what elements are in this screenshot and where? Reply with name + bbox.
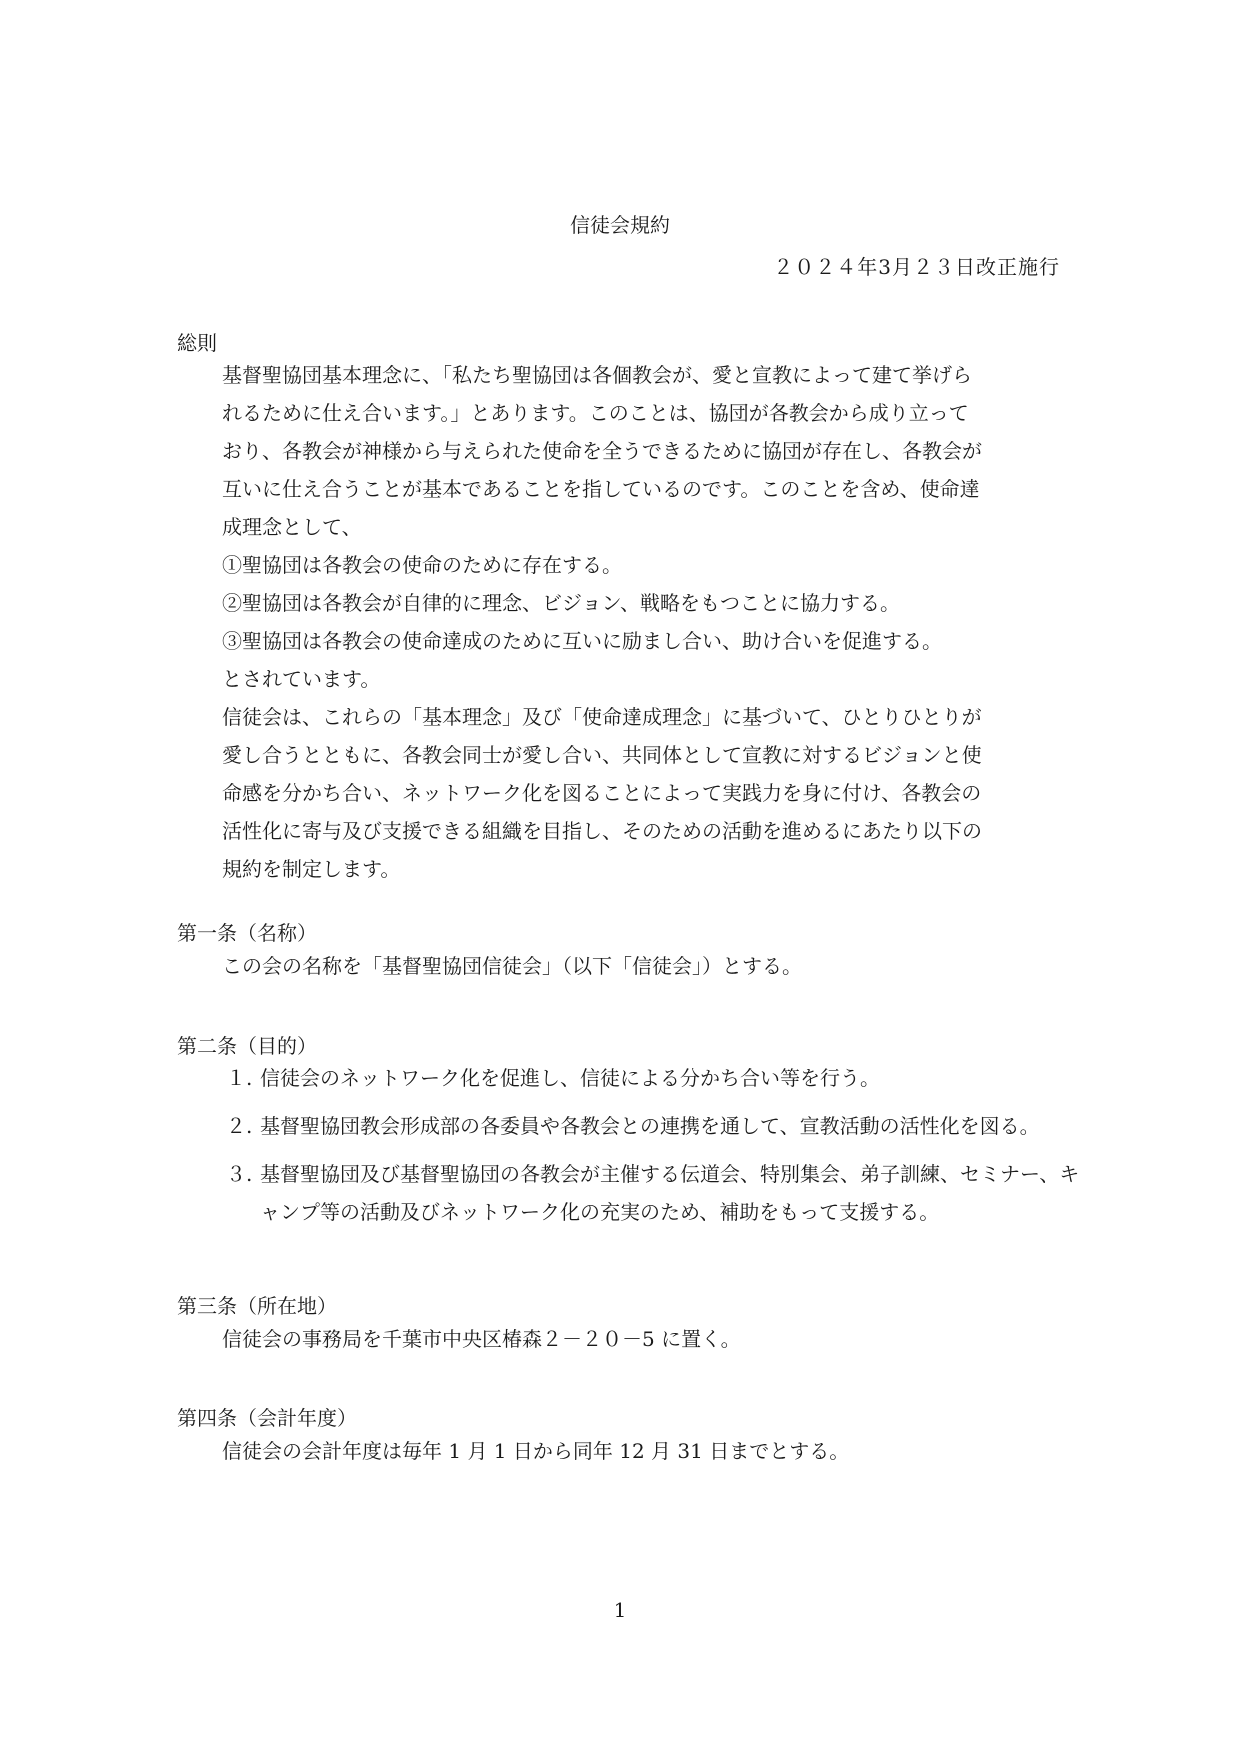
general-line: 命感を分かち合い、ネットワーク化を図ることによって実践力を身に付け、各教会の xyxy=(222,781,982,805)
article2-heading: 第二条（目的） xyxy=(177,1034,317,1058)
general-line: れるために仕え合います。」とあります。このことは、協団が各教会から成り立って xyxy=(222,401,969,425)
general-line: 愛し合うとともに、各教会同士が愛し合い、共同体として宣教に対するビジョンと使 xyxy=(222,743,982,767)
item-number: ３. xyxy=(226,1162,253,1186)
general-line: 活性化に寄与及び支援できる組織を目指し、そのための活動を進めるにあたり以下の xyxy=(222,819,982,843)
general-line: ③聖協団は各教会の使命達成のために互いに励まし合い、助け合いを促進する。 xyxy=(222,629,942,653)
article3-heading: 第三条（所在地） xyxy=(177,1294,337,1318)
general-body xyxy=(222,356,1062,888)
revision-date: ２０２４年3月２３日改正施行 xyxy=(773,255,1060,279)
page-number: 1 xyxy=(613,1598,627,1622)
article1-text: この会の名称を「基督聖協団信徒会」（以下「信徒会」）とする。 xyxy=(222,954,802,978)
item-text: 基督聖協団及び基督聖協団の各教会が主催する伝道会、特別集会、弟子訓練、セミナー、キャンプ等の活動及びネットワーク化の充実のため、補助をもって支援する。 xyxy=(260,1162,1080,1224)
article4-text: 信徒会の会計年度は毎年 1 月 1 日から同年 12 月 31 日までとする。 xyxy=(222,1439,850,1463)
general-line: ②聖協団は各教会が自律的に理念、ビジョン、戦略をもつことに協力する。 xyxy=(222,591,900,615)
document-title: 信徒会規約 xyxy=(570,213,670,237)
article2-list xyxy=(226,1059,1086,1231)
general-heading: 総則 xyxy=(177,331,217,355)
article4-heading: 第四条（会計年度） xyxy=(177,1406,357,1430)
article1-heading: 第一条（名称） xyxy=(177,921,317,945)
list-item xyxy=(226,1059,1086,1097)
general-line: 基督聖協団基本理念に、「私たち聖協団は各個教会が、愛と宣教によって建て挙げら xyxy=(222,363,972,387)
item-number: １. xyxy=(226,1066,253,1090)
general-line: 規約を制定します。 xyxy=(222,857,401,881)
general-line: ①聖協団は各教会の使命のために存在する。 xyxy=(222,553,622,577)
general-line: 成理念として、 xyxy=(222,515,362,539)
list-item xyxy=(226,1107,1086,1145)
general-line: おり、各教会が神様から与えられた使命を全うできるために協団が存在し、各教会が xyxy=(222,439,982,463)
general-line: 信徒会は、これらの「基本理念」及び「使命達成理念」に基づいて、ひとりひとりが xyxy=(222,705,982,729)
item-text: 基督聖協団教会形成部の各委員や各教会との連携を通して、宣教活動の活性化を図る。 xyxy=(260,1114,1040,1138)
item-number: ２. xyxy=(226,1114,253,1138)
general-line: 互いに仕え合うことが基本であることを指しているのです。このことを含め、使命達 xyxy=(222,477,980,501)
article3-text: 信徒会の事務局を千葉市中央区椿森２－２０－5 に置く。 xyxy=(222,1327,741,1351)
item-text: 信徒会のネットワーク化を促進し、信徒による分かち合い等を行う。 xyxy=(260,1066,880,1090)
general-line: とされています。 xyxy=(222,667,381,691)
list-item xyxy=(226,1155,1086,1231)
